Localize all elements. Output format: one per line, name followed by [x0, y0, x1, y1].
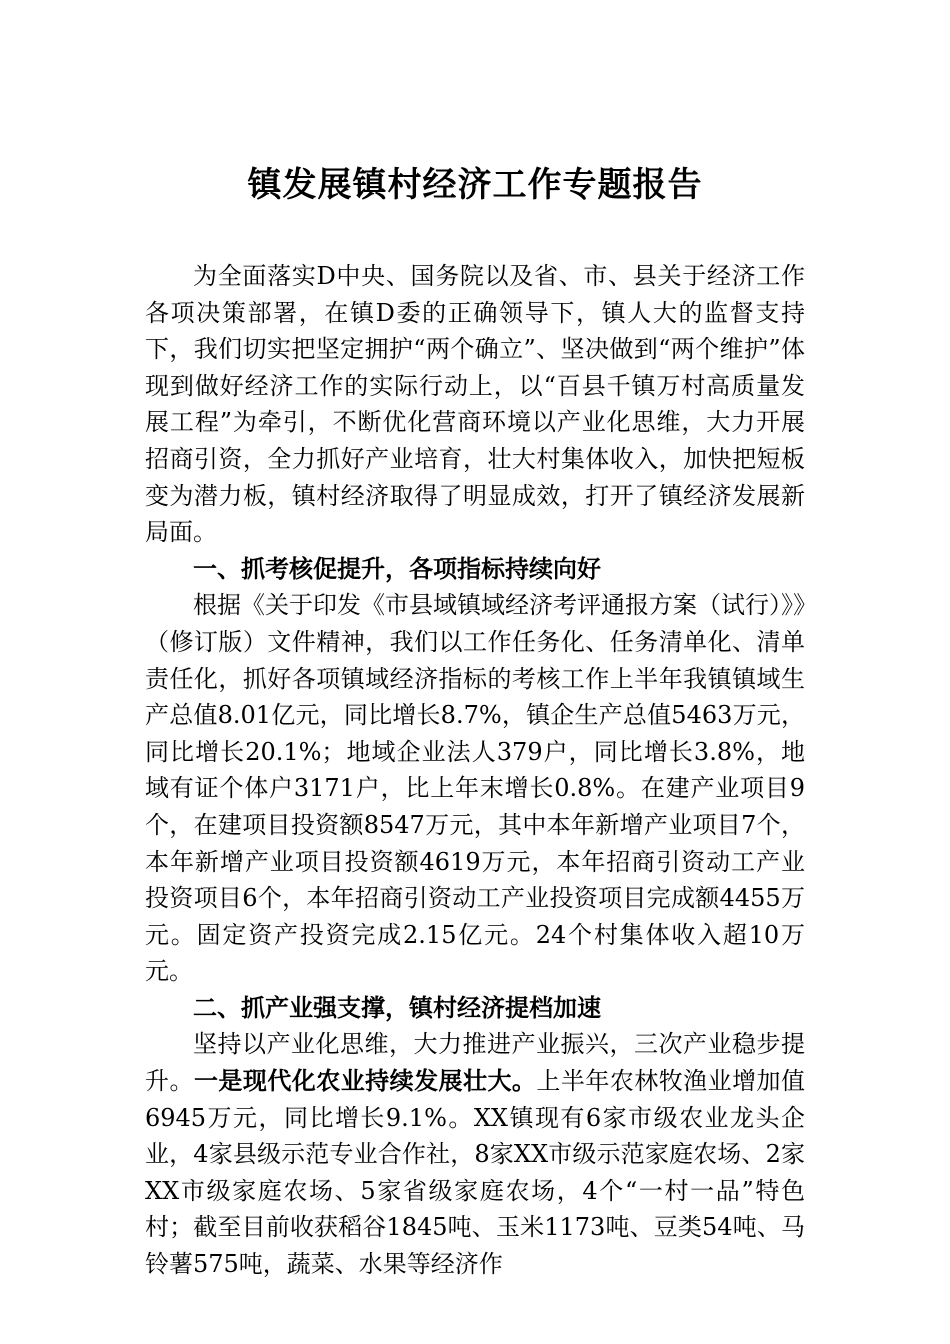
- section-2-lead-sentence: 一是现代化农业持续发展壮大。: [193, 1066, 537, 1096]
- section-2-paragraph-rest: 上半年农林牧渔业增加值6945万元，同比增长9.1%。XX镇现有6家市级农业龙头企业，4家县级示范专业合作社，8家XX市级示范家庭农场、2家XX市级家庭农场、5家省级家庭农场，4个“一村一品”特色村；截至目前收获稻谷1845吨、玉米1173吨、豆类54吨、马铃薯575吨，蔬菜、水果等经济作: [145, 1067, 806, 1279]
- section-2-paragraph-start: 坚持以产业化思维，大力推进产业振兴，三次产业稳步提升。: [145, 1030, 805, 1096]
- section-2-heading: 二、抓产业强支撑，镇村经济提档加速: [193, 993, 601, 1022]
- section-2-paragraph: [145, 1026, 805, 1282]
- intro-paragraph: 为全面落实D中央、国务院以及省、市、县关于经济工作各项决策部署，在镇D委的正确领导下，镇人大的监督支持下，我们切实把坚定拥护“两个确立”、坚决做到“两个维护”体现到做好经济工作的实际行动上，以“百县千镇万村高质量发展工程”为牵引，不断优化营商环境以产业化思维，大力开展招商引资，全力抓好产业培育，壮大村集体收入，加快把短板变为潜力板，镇村经济取得了明显成效，打开了镇经济发展新局面。: [145, 262, 805, 547]
- section-1-heading: 一、抓考核促提升，各项指标持续向好: [193, 554, 601, 583]
- section-1-paragraph: 根据《关于印发《市县域镇域经济考评通报方案（试行）》》（修订版）文件精神，我们以工作任务化、任务清单化、清单责任化，抓好各项镇域经济指标的考核工作上半年我镇镇域生产总值8.01亿元，同比增长8.7%，镇企生产总值5463万元，同比增长20.1%；地域企业法人379户，同比增长3.8%，地域有证个体户3171户，比上年末增长0.8%。在建产业项目9个，在建项目投资额8547万元，其中本年新增产业项目7个，本年新增产业项目投资额4619万元，本年招商引资动工产业投资项目6个，本年招商引资动工产业投资项目完成额4455万元。固定资产投资完成2.15亿元。24个村集体收入超10万元。: [145, 591, 805, 986]
- document-title: 镇发展镇村经济工作专题报告: [247, 165, 703, 205]
- document-body: [145, 258, 805, 1283]
